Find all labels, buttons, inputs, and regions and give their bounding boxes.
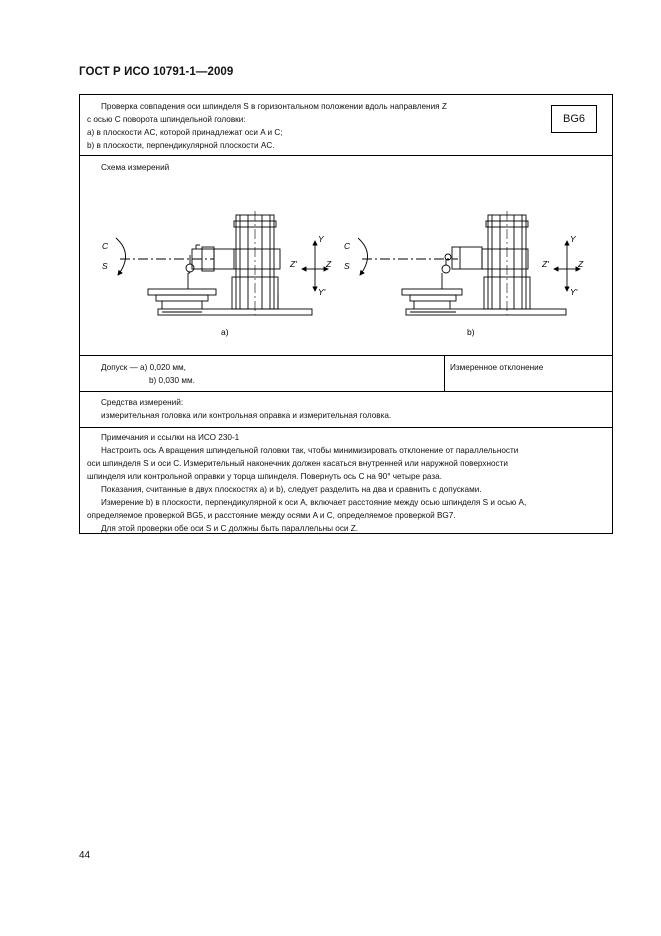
label-c-a: C <box>102 241 109 251</box>
dial-indicator-b-icon <box>442 265 450 273</box>
dial-indicator-a-icon <box>186 264 194 272</box>
measured-deviation-label: Измеренное отклонение <box>450 363 544 372</box>
scheme-row <box>80 155 612 356</box>
axis-z-b: Z <box>578 259 584 269</box>
check-line-3: а) в плоскости AC, которой принадлежат оси A и C; <box>87 128 283 137</box>
check-code-box: BG6 <box>551 105 597 133</box>
label-s-b: S <box>344 261 350 271</box>
caption-a: a) <box>221 327 229 337</box>
notes-line-2: оси шпинделя S и оси C. Измерительный наконечник должен касаться внутренней или наружной поверхности <box>87 459 508 468</box>
check-table <box>79 94 613 534</box>
notes-title: Примечания и ссылки на ИСО 230-1 <box>101 433 240 442</box>
axis-zp-a: Z' <box>290 259 297 269</box>
notes-row <box>80 427 612 535</box>
table-b <box>402 289 462 295</box>
rotation-arc-b <box>358 238 368 275</box>
rotation-arc-a <box>116 238 126 275</box>
tolerance-divider <box>444 355 445 391</box>
axis-zp-b: Z' <box>542 259 549 269</box>
notes-line-5: Измерение b) в плоскости, перпендикулярной к оси A, включает расстояние между осью шпинделя S и осью A, <box>101 498 527 507</box>
instruments-title: Средства измерений: <box>101 398 184 407</box>
label-c-b: C <box>344 241 351 251</box>
notes-line-7: Для этой проверки обе оси S и C должны быть параллельны оси Z. <box>101 524 359 533</box>
measurement-diagram <box>80 155 612 354</box>
tolerance-line-1: Допуск — а) 0,020 мм, <box>101 363 186 372</box>
axis-y-b: Y <box>570 234 576 244</box>
instruments-row <box>80 391 612 428</box>
document-header: ГОСТ Р ИСО 10791-1—2009 <box>79 66 234 78</box>
axis-y-a: Y <box>318 234 324 244</box>
table-a <box>148 289 216 295</box>
notes-line-1: Настроить ось A вращения шпиндельной головки так, чтобы минимизировать отклонение от параллельности <box>101 446 519 455</box>
axis-yp-a: Y' <box>318 287 326 297</box>
tolerance-line-2: b) 0,030 мм. <box>149 376 195 385</box>
caption-b: b) <box>467 327 475 337</box>
axis-yp-b: Y' <box>570 287 578 297</box>
spindle-head-b <box>452 247 482 269</box>
page-number: 44 <box>79 850 91 861</box>
notes-line-3: шпинделя или контрольной оправки у торца шпинделя. Повернуть ось C на 90° четыре раза. <box>87 472 442 481</box>
instruments-text: измерительная головка или контрольная оправка и измерительная головка. <box>101 411 392 420</box>
notes-line-4: Показания, считанные в двух плоскостях а) и b), следует разделить на два и сравнить с допусками. <box>101 485 482 494</box>
check-line-1: Проверка совпадения оси шпинделя S в горизонтальном положении вдоль направления Z <box>101 102 447 111</box>
check-line-4: b) в плоскости, перпендикулярной плоскости AC. <box>87 141 275 150</box>
tolerance-row <box>80 355 612 392</box>
notes-line-6: определяемое проверкой BG5, и расстояние между осями A и C, определяемое проверкой BG7. <box>87 511 456 520</box>
scheme-title: Схема измерений <box>101 163 170 172</box>
check-description-row <box>80 95 612 156</box>
check-line-2: с осью C поворота шпиндельной головки: <box>87 115 246 124</box>
axis-z-a: Z <box>326 259 332 269</box>
label-s-a: S <box>102 261 108 271</box>
